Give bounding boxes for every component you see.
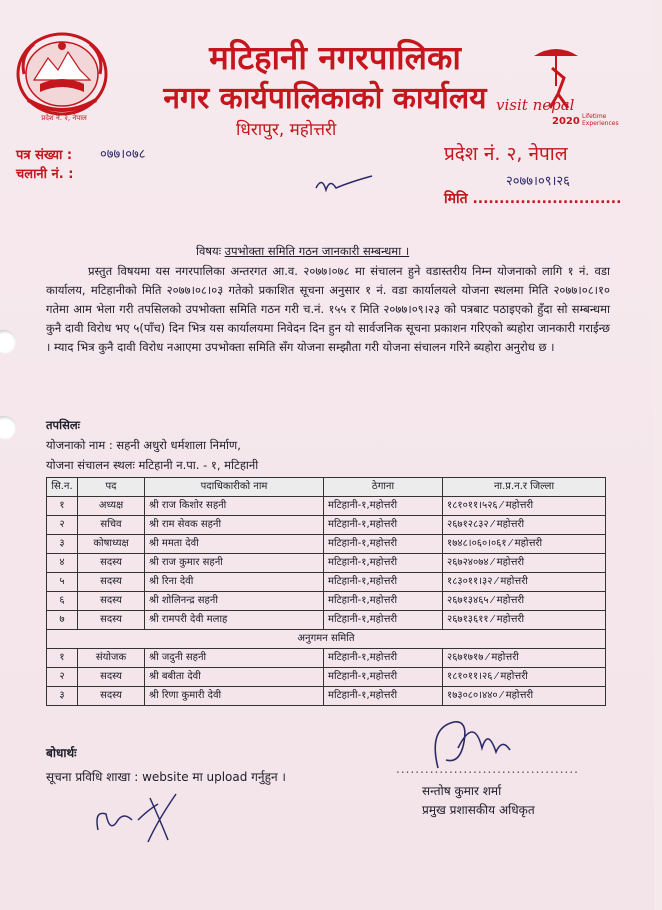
table-cell: श्री शोलिनन्द्र सहनी [145, 592, 324, 611]
visit-year: 2020 [552, 116, 580, 127]
ref-value: ०७७।०७८ [100, 147, 146, 162]
table-cell: सदस्य [78, 611, 145, 630]
table-cell: सदस्य [78, 554, 145, 573]
visit-nepal-text: visit nepal [496, 96, 575, 114]
project-name: योजनाको नाम : सहनी अधुरो धर्मशाला निर्माण, [46, 438, 241, 452]
table-cell: १ [47, 497, 78, 516]
table-cell: ६ [47, 592, 78, 611]
subject-text: उपभोक्ता समिति गठन जानकारी सम्बन्धमा । [224, 244, 410, 258]
table-cell: संयोजक [78, 649, 145, 668]
punch-hole [0, 416, 16, 440]
table-cell: १७४८।०६०।०६१ ⁄ महोत्तरी [443, 535, 606, 554]
table-cell: मटिहानी-१,महोत्तरी [324, 516, 443, 535]
table-row [47, 611, 606, 630]
table-cell: सदस्य [78, 668, 145, 687]
table-cell: १ [47, 649, 78, 668]
table-cell: ना.प्र.न.र जिल्ला [443, 478, 606, 497]
table-row [47, 668, 606, 687]
table-cell: मटिहानी-१,महोत्तरी [324, 573, 443, 592]
table-cell: १८१०११।५२६ ⁄ महोत्तरी [443, 497, 606, 516]
table-cell: २६७१७१७ ⁄ महोत्तरी [443, 649, 606, 668]
address: धिरापुर, महोत्तरी [236, 120, 337, 140]
table-cell: २ [47, 668, 78, 687]
letter-date: २०७७।०९।२६ [506, 174, 570, 189]
table-cell: मटिहानी-१,महोत्तरी [324, 687, 443, 706]
table-cell: सचिव [78, 516, 145, 535]
table-row [47, 592, 606, 611]
table-cell: मटिहानी-१,महोत्तरी [324, 535, 443, 554]
table-cell: सदस्य [78, 573, 145, 592]
table-cell: सदस्य [78, 592, 145, 611]
project-location: योजना संचालन स्थलः मटिहानी न.पा. - १, मटिहानी [46, 458, 259, 472]
table-cell: पद [78, 478, 145, 497]
table-cell: मटिहानी-१,महोत्तरी [324, 554, 443, 573]
table-cell: ३ [47, 687, 78, 706]
cc-text: सूचना प्रविधि शाखा : website मा upload गर्नुहुन । [46, 770, 286, 784]
letter-body [46, 262, 610, 357]
table-cell: सदस्य [78, 687, 145, 706]
table-row [47, 535, 606, 554]
subject-prefix: विषयः [196, 244, 225, 258]
table-cell: श्री रिणा कुमारी देवी [145, 687, 324, 706]
cc-label: बोधार्थः [46, 746, 77, 760]
table-cell: ठेगाना [324, 478, 443, 497]
table-cell: २६७१२८३२ ⁄ महोत्तरी [443, 516, 606, 535]
province: प्रदेश नं. २, नेपाल [444, 143, 568, 165]
initials-icon [310, 168, 380, 198]
table-cell: श्री ममता देवी [145, 535, 324, 554]
signature-line: ...................................... [396, 762, 579, 776]
table-cell: अध्यक्ष [78, 497, 145, 516]
table-row [47, 516, 606, 535]
table-cell: श्री राज कुमार सहनी [145, 554, 324, 573]
table-cell: १८३०११।३२ ⁄ महोत्तरी [443, 573, 606, 592]
table-cell: श्री जदुनी सहनी [145, 649, 324, 668]
visit-tag2: Experiences [582, 120, 619, 127]
table-cell: मटिहानी-१,महोत्तरी [324, 497, 443, 516]
visit-tag1: Lifetime [582, 113, 607, 120]
table-row [47, 497, 606, 516]
table-cell: ५ [47, 573, 78, 592]
punch-hole [0, 330, 16, 354]
initials-icon [88, 790, 198, 848]
municipality-title: मटिहानी नगरपालिका [209, 38, 461, 77]
table-cell: १७३०८०।४४० ⁄ महोत्तरी [443, 687, 606, 706]
table-cell: सि.न. [47, 478, 78, 497]
committee-table [46, 477, 606, 706]
table-cell: २ [47, 516, 78, 535]
table-cell: श्री राज किशोर सहनी [145, 497, 324, 516]
table-cell: पदाधिकारीको नाम [145, 478, 324, 497]
table-cell: ३ [47, 535, 78, 554]
signer-name: सन्तोष कुमार शर्मा [422, 784, 502, 798]
table-cell: मटिहानी-१,महोत्तरी [324, 649, 443, 668]
details-heading: तपसिलः [46, 418, 80, 432]
table-row [47, 687, 606, 706]
emblem-caption: प्रदेश नं. २, नेपाल [41, 114, 87, 122]
table-cell: श्री बबीता देवी [145, 668, 324, 687]
table-cell: ७ [47, 611, 78, 630]
subject-line [196, 244, 409, 259]
table-cell: ४ [47, 554, 78, 573]
table-cell: श्री रामपरी देवी मलाह [145, 611, 324, 630]
table-cell: २६७१३४६५ ⁄ महोत्तरी [443, 592, 606, 611]
table-row [47, 649, 606, 668]
table-cell: मटिहानी-१,महोत्तरी [324, 592, 443, 611]
dispatch-label: चलानी नं. : [16, 167, 74, 182]
table-row [47, 573, 606, 592]
visit-nepal-logo-icon [494, 38, 619, 128]
table-cell: श्री रिना देवी [145, 573, 324, 592]
table-header-row [47, 478, 606, 497]
table-cell: २६७२४०७४ ⁄ महोत्तरी [443, 554, 606, 573]
table-cell: २६७१३६११ ⁄ महोत्तरी [443, 611, 606, 630]
table-cell: कोषाध्यक्ष [78, 535, 145, 554]
ref-label: पत्र संख्या : [16, 148, 73, 163]
table-cell: मटिहानी-१,महोत्तरी [324, 611, 443, 630]
table-cell: श्री राम सेवक सहनी [145, 516, 324, 535]
table-cell: मटिहानी-१,महोत्तरी [324, 668, 443, 687]
section-title: अनुगमन समिति [47, 630, 606, 649]
body-paragraph: प्रस्तुत विषयमा यस नगरपालिका अन्तरगत आ.व. २०७७।०७८ मा संचालन हुने वडास्तरीय निम्न योजनाको लागि १ नं. वडा कार्यालय, मटिहानीको मिति २०७७।०८।०३ गतेको प्रकाशित सूचना अनुसार १ नं. वडा कार्यालयले योजना स्थलमा मिति २०७७।०८।१० गतेमा आम भेला गरी तपसिलको उपभोक्ता समिति गठन गरी च.नं. १५५ र मिति २०७७।०९।२३ को पत्रबाट पठाइएको हुँदा सो सम्बन्धमा कुनै दावी विरोध भए ५(पाँच) दिन भित्र यस कार्यालयमा निवेदन दिन हुन यो सार्वजनिक सूचना प्रकाशन गरिएको ब्यहोरा जानकारी गराईन्छ । म्याद भित्र कुनै दावी विरोध नआएमा उपभोक्ता समिति सँग योजना सम्झौता गरी योजना संचालन गरिने ब्यहोरा अनुरोध छ । [46, 264, 610, 354]
table-cell: १८१०११।२६ ⁄ महोत्तरी [443, 668, 606, 687]
table-row [47, 554, 606, 573]
miti-label: मिति ............................ [444, 191, 622, 207]
section-row [47, 630, 606, 649]
office-title: नगर कार्यपालिकाको कार्यालय [163, 81, 487, 116]
signer-role: प्रमुख प्रशासकीय अधिकृत [422, 803, 535, 817]
